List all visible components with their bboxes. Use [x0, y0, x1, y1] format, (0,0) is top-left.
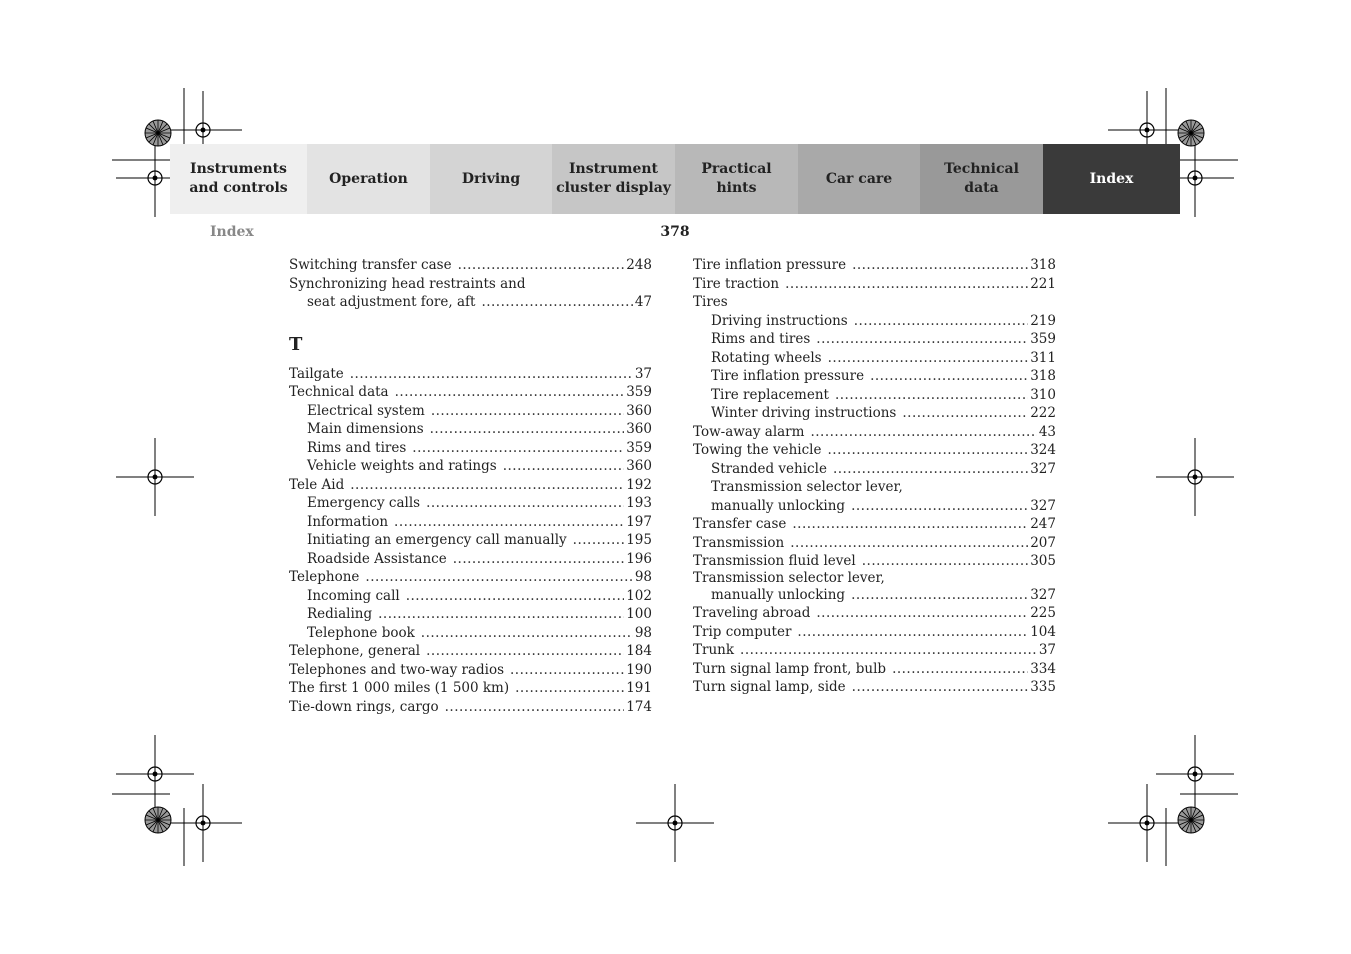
dot-leader — [431, 402, 624, 421]
index-page-ref[interactable]: 324 — [1030, 442, 1056, 458]
dot-leader — [792, 515, 1028, 534]
index-entry[interactable] — [693, 349, 1056, 368]
index-entry[interactable] — [289, 550, 652, 569]
dot-leader — [350, 476, 624, 495]
index-entry[interactable] — [289, 679, 652, 698]
dot-leader — [406, 587, 625, 606]
dot-leader — [515, 679, 624, 698]
index-term: Turn signal lamp, side — [693, 679, 846, 695]
index-page-ref[interactable]: 318 — [1030, 257, 1056, 273]
tab-practical-hints[interactable]: Practical hints — [675, 144, 798, 214]
index-page-ref[interactable]: 196 — [626, 550, 652, 567]
dot-leader — [573, 531, 625, 550]
index-term: Tire inflation pressure — [693, 257, 847, 273]
index-page-ref[interactable]: 334 — [1030, 660, 1056, 677]
index-page-ref[interactable]: 174 — [626, 698, 652, 715]
dot-leader — [740, 641, 1037, 660]
dot-leader — [892, 660, 1028, 679]
index-page-ref[interactable]: 197 — [626, 513, 652, 530]
index-page-ref[interactable]: 327 — [1030, 497, 1056, 514]
index-entry[interactable] — [289, 365, 652, 384]
dot-leader — [426, 494, 624, 513]
tab-operation[interactable]: Operation — [307, 144, 430, 214]
index-term: manually unlocking — [711, 497, 846, 514]
index-entry[interactable] — [693, 552, 1056, 571]
index-entry[interactable] — [289, 494, 652, 513]
index-entry[interactable] — [693, 571, 1056, 586]
dot-leader — [430, 420, 625, 439]
tab-driving[interactable]: Driving — [430, 144, 552, 214]
index-page-ref[interactable]: 43 — [1038, 423, 1056, 440]
index-entry[interactable] — [693, 404, 1056, 423]
index-entry[interactable] — [289, 275, 652, 294]
index-entry[interactable] — [693, 367, 1056, 386]
dot-leader — [851, 586, 1028, 605]
dot-leader — [827, 441, 1028, 460]
dot-leader — [365, 568, 632, 587]
index-page-ref[interactable]: 305 — [1030, 553, 1056, 569]
dot-leader — [852, 678, 1029, 697]
index-term: Switching transfer case — [289, 257, 452, 273]
running-head: Index — [210, 224, 254, 240]
crosshair-mark-icon — [1156, 735, 1234, 813]
dot-leader — [870, 367, 1028, 386]
index-entry[interactable] — [693, 312, 1056, 331]
index-entry[interactable] — [693, 586, 1056, 605]
dot-leader — [481, 293, 632, 312]
crosshair-mark-icon — [164, 784, 242, 862]
index-entry[interactable] — [693, 515, 1056, 534]
page-number: 378 — [660, 224, 690, 240]
index-page-ref[interactable]: 184 — [626, 643, 652, 659]
index-page-ref[interactable]: 221 — [1030, 275, 1056, 292]
index-page-ref[interactable]: 219 — [1030, 312, 1056, 329]
index-term: Rims and tires — [711, 331, 811, 347]
index-entry[interactable] — [693, 386, 1056, 405]
dot-leader — [421, 624, 633, 643]
index-page-ref[interactable]: 359 — [626, 384, 652, 400]
crosshair-mark-icon — [1108, 784, 1186, 862]
index-term: Technical data — [289, 384, 389, 400]
dot-leader — [426, 642, 624, 661]
index-term: Tie-down rings, cargo — [289, 698, 439, 715]
index-page-ref[interactable]: 247 — [1030, 516, 1056, 532]
index-term: Transmission fluid level — [693, 553, 856, 569]
tab-index[interactable]: Index — [1043, 144, 1180, 214]
index-entry[interactable] — [693, 293, 1056, 312]
index-entry[interactable] — [693, 256, 1056, 275]
index-entry[interactable] — [289, 587, 652, 606]
index-page-ref[interactable]: 191 — [626, 680, 652, 696]
index-term: Transmission selector lever, — [693, 569, 885, 586]
index-term: Stranded vehicle — [711, 460, 827, 477]
index-term: Redialing — [307, 606, 373, 622]
index-page-ref[interactable]: 222 — [1030, 405, 1056, 421]
index-term: Synchronizing head restraints and — [289, 275, 526, 292]
index-term: Turn signal lamp front, bulb — [693, 660, 887, 677]
crosshair-mark-icon — [116, 438, 194, 516]
starburst-mark-icon — [145, 120, 171, 146]
crosshair-mark-icon — [636, 784, 714, 862]
section-tabs — [170, 144, 1180, 214]
index-page-ref[interactable]: 310 — [1030, 386, 1056, 403]
index-entry[interactable] — [289, 457, 652, 476]
index-entry[interactable] — [693, 441, 1056, 460]
dot-leader — [835, 386, 1028, 405]
index-page-ref[interactable]: 335 — [1030, 679, 1056, 695]
index-entries-right — [693, 256, 1056, 697]
dot-leader — [851, 497, 1028, 516]
index-term: Tires — [693, 294, 728, 310]
index-entry[interactable] — [289, 513, 652, 532]
index-entry[interactable] — [693, 534, 1056, 553]
index-page-ref[interactable]: 193 — [626, 495, 652, 511]
dot-leader — [395, 383, 625, 402]
index-term: Telephone — [289, 569, 360, 585]
index-term: The first 1 000 miles (1 500 km) — [289, 680, 510, 696]
dot-leader — [785, 275, 1028, 294]
dot-leader — [810, 423, 1036, 442]
index-column-right — [693, 256, 1056, 697]
index-term: Transmission selector lever, — [711, 479, 903, 495]
index-entry[interactable] — [289, 568, 652, 587]
index-term: Telephone book — [307, 624, 415, 641]
index-page-ref[interactable]: 102 — [626, 587, 652, 604]
index-page-ref[interactable]: 192 — [626, 476, 652, 493]
index-page-ref[interactable]: 360 — [626, 458, 652, 474]
index-entry[interactable] — [693, 497, 1056, 516]
dot-leader — [453, 550, 624, 569]
index-page-ref[interactable]: 359 — [1030, 331, 1056, 347]
tab-car-care[interactable]: Car care — [798, 144, 920, 214]
index-term: Electrical system — [307, 402, 425, 419]
dot-leader — [503, 457, 625, 476]
dot-leader — [854, 312, 1028, 331]
index-page-ref[interactable]: 195 — [626, 532, 652, 548]
index-page-ref[interactable]: 37 — [634, 365, 652, 382]
dot-leader — [378, 605, 624, 624]
index-page-ref[interactable]: 100 — [626, 606, 652, 622]
index-term: Information — [307, 513, 389, 530]
index-entry[interactable] — [289, 698, 652, 717]
index-page-ref[interactable]: 360 — [626, 421, 652, 437]
index-term: Emergency calls — [307, 495, 421, 511]
index-term: manually unlocking — [711, 586, 846, 603]
index-term: seat adjustment fore, aft — [307, 294, 476, 310]
index-term: Tow-away alarm — [693, 423, 805, 440]
index-term: Rims and tires — [307, 439, 407, 456]
index-entry[interactable] — [289, 531, 652, 550]
dot-leader — [902, 404, 1028, 423]
starburst-mark-icon — [145, 807, 171, 833]
index-page-ref[interactable]: 327 — [1030, 586, 1056, 603]
dot-leader — [394, 513, 624, 532]
tab-instruments-and-controls[interactable]: Instruments and controls — [170, 144, 307, 214]
dot-leader — [828, 349, 1029, 368]
dot-leader — [816, 330, 1028, 349]
index-term: Trip computer — [693, 623, 792, 640]
index-term: Main dimensions — [307, 421, 424, 437]
index-entry[interactable] — [693, 623, 1056, 642]
index-entry[interactable] — [693, 660, 1056, 679]
dot-leader — [350, 365, 633, 384]
index-term: Towing the vehicle — [693, 442, 822, 458]
index-entry[interactable] — [289, 642, 652, 661]
index-term: Initiating an emergency call manually — [307, 532, 567, 548]
index-entries-t — [289, 365, 652, 717]
index-term: Tire replacement — [711, 386, 829, 403]
dot-leader — [412, 439, 624, 458]
index-page-ref[interactable]: 359 — [626, 439, 652, 456]
index-column-left — [289, 256, 652, 716]
index-entries-pre — [289, 256, 652, 312]
index-page-ref[interactable]: 47 — [634, 294, 652, 310]
dot-leader — [862, 552, 1028, 571]
dot-leader — [833, 460, 1028, 479]
index-term: Rotating wheels — [711, 349, 822, 366]
index-entry[interactable] — [693, 478, 1056, 497]
index-entry[interactable] — [693, 275, 1056, 294]
index-page-ref[interactable]: 248 — [626, 257, 652, 273]
index-term: Tire inflation pressure — [711, 368, 865, 384]
index-page-ref[interactable]: 37 — [1038, 642, 1056, 658]
index-entry[interactable] — [289, 476, 652, 495]
index-page-ref[interactable]: 190 — [626, 661, 652, 678]
dot-leader — [816, 604, 1028, 623]
index-page-ref[interactable]: 225 — [1030, 605, 1056, 621]
index-entry[interactable] — [289, 420, 652, 439]
dot-leader — [852, 256, 1028, 275]
index-term: Driving instructions — [711, 312, 848, 329]
tab-instrument-cluster-display[interactable]: Instrument cluster display — [552, 144, 675, 214]
index-page-ref[interactable]: 318 — [1030, 368, 1056, 384]
crosshair-mark-icon — [1156, 438, 1234, 516]
index-term: Incoming call — [307, 587, 400, 604]
index-page-ref[interactable]: 104 — [1030, 623, 1056, 640]
crosshair-mark-icon — [116, 735, 194, 813]
index-entry[interactable] — [693, 678, 1056, 697]
starburst-mark-icon — [1178, 120, 1204, 146]
dot-leader — [510, 661, 624, 680]
dot-leader — [790, 534, 1028, 553]
index-term: Tailgate — [289, 365, 344, 382]
index-term: Telephones and two-way radios — [289, 661, 505, 678]
index-page-ref[interactable]: 207 — [1030, 534, 1056, 551]
index-term: Trunk — [693, 642, 735, 658]
index-page-ref[interactable]: 98 — [634, 624, 652, 641]
index-entry[interactable] — [693, 604, 1056, 623]
index-letter-heading: T — [289, 333, 303, 355]
index-entry[interactable] — [289, 383, 652, 402]
index-entry[interactable] — [693, 460, 1056, 479]
index-term: Transfer case — [693, 516, 787, 532]
index-page-ref[interactable]: 98 — [634, 569, 652, 585]
index-entry[interactable] — [693, 330, 1056, 349]
index-term: Traveling abroad — [693, 605, 811, 621]
index-term: Tele Aid — [289, 476, 345, 493]
index-page-ref[interactable]: 327 — [1030, 460, 1056, 477]
index-page-ref[interactable]: 360 — [626, 402, 652, 419]
index-entry[interactable] — [289, 661, 652, 680]
index-entry[interactable] — [289, 439, 652, 458]
index-entry[interactable] — [289, 293, 652, 312]
index-entry[interactable] — [289, 256, 652, 275]
starburst-mark-icon — [1178, 807, 1204, 833]
index-term: Winter driving instructions — [711, 405, 897, 421]
dot-leader — [458, 256, 625, 275]
index-entry[interactable] — [289, 605, 652, 624]
index-entry[interactable] — [289, 624, 652, 643]
index-term: Transmission — [693, 534, 785, 551]
index-term: Telephone, general — [289, 643, 421, 659]
index-page-ref[interactable]: 311 — [1030, 349, 1056, 366]
dot-leader — [797, 623, 1028, 642]
index-entry[interactable] — [693, 641, 1056, 660]
tab-technical-data[interactable]: Technical data — [920, 144, 1043, 214]
index-term: Vehicle weights and ratings — [307, 458, 497, 474]
index-term: Tire traction — [693, 275, 780, 292]
index-entry[interactable] — [693, 423, 1056, 442]
index-term: Roadside Assistance — [307, 550, 447, 567]
dot-leader — [445, 698, 625, 717]
index-entry[interactable] — [289, 402, 652, 421]
